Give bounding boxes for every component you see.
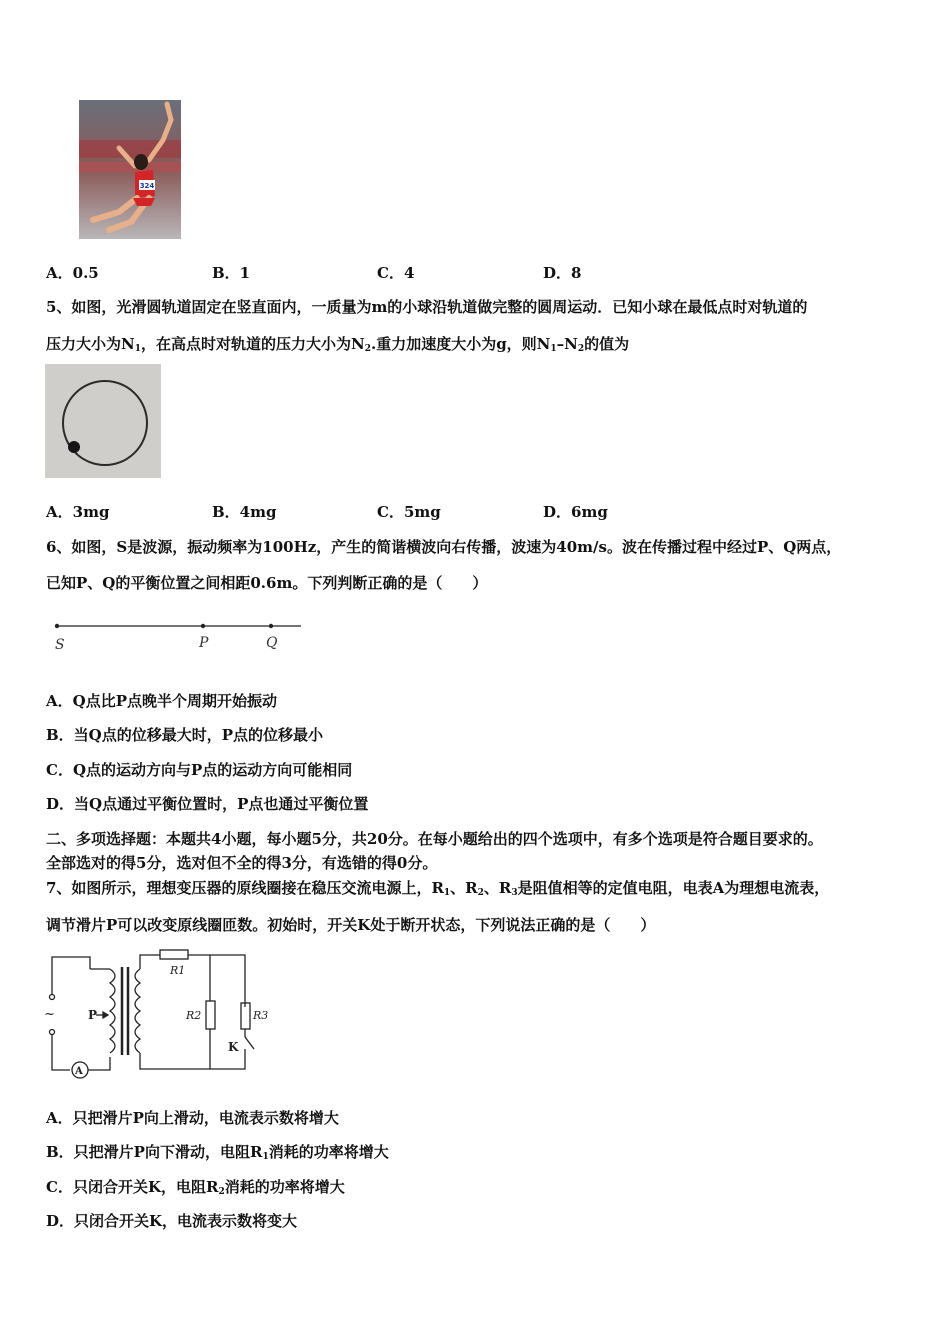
q6-option-d: D．当Q点通过平衡位置时，P点也通过平衡位置: [46, 795, 369, 813]
small-ball: [68, 441, 80, 453]
q7-stem-line1: 7、如图所示，理想变压器的原线圈接在稳压交流电源上，$R_1$、$R_2$、$R_3$是阻值相等的定值电阻，电表A为理想电流表，: [46, 879, 830, 898]
q6-option-c: C．Q点的运动方向与P点的运动方向可能相同: [46, 761, 353, 779]
q4-option-d: D．8: [543, 264, 582, 282]
primary-coil: [110, 969, 115, 1053]
q6-option-b: B．当Q点的位移最大时，P点的位移最小: [46, 726, 324, 744]
resistor-r1: [160, 950, 188, 959]
q6-stem-line2: 已知P、Q的平衡位置之间相距0.6m。下列判断正确的是（ ）: [46, 574, 488, 592]
bib-number: 324: [139, 182, 155, 190]
q6-stem-line1: 6、如图，S是波源，振动频率为100Hz，产生的简谐横波向右传播，波速为40m/s。波在传播过程中经过P、Q两点，: [46, 538, 842, 556]
label-r1: R1: [170, 964, 186, 977]
ac-source-symbol: ~: [44, 1007, 55, 1022]
q5-option-d: D．6mg: [543, 503, 608, 521]
q5-stem-line2: 压力大小为$N_1$，在高点时对轨道的压力大小为$N_2$.重力加速度大小为g，则$N_1-N_2$的值为: [46, 335, 630, 354]
switch-k: [245, 1037, 254, 1049]
transformer-circuit-figure: [40, 945, 280, 1080]
label-switch-k: K: [228, 1040, 239, 1054]
q4-option-c: C．4: [377, 264, 415, 282]
resistor-r2: [206, 1001, 215, 1029]
q4-option-a: A．0.5: [46, 264, 99, 282]
q5-option-a: A．3mg: [46, 503, 110, 521]
q7-option-b: B．只把滑片P向下滑动，电阻$R_1$消耗的功率将增大: [46, 1143, 389, 1162]
secondary-coil: [135, 969, 140, 1053]
label-ammeter-a: A: [75, 1066, 83, 1077]
section2-heading-line2: 全部选对的得5分，选对但不全的得3分，有选错的得0分。: [46, 854, 438, 872]
q5-option-c: C．5mg: [377, 503, 441, 521]
q5-stem-line1: 5、如图，光滑圆轨道固定在竖直面内，一质量为m的小球沿轨道做完整的圆周运动．已知小球在最低点时对轨道的: [46, 298, 808, 316]
label-q: Q: [266, 635, 278, 651]
label-p: P: [199, 635, 209, 651]
circular-track-figure: [45, 364, 161, 478]
label-r3: R3: [253, 1009, 269, 1022]
point-s: [55, 624, 59, 628]
section2-heading-line1: 二、多项选择题：本题共4小题，每小题5分，共20分。在每小题给出的四个选项中，有多个选项是符合题目要求的。: [46, 830, 823, 848]
label-slider-p: P: [88, 1008, 98, 1022]
label-r2: R2: [186, 1009, 202, 1022]
q7-option-a: A．只把滑片P向上滑动，电流表示数将增大: [46, 1109, 339, 1127]
wave-line-figure: [45, 615, 305, 657]
q7-stem-line2: 调节滑片P可以改变原线圈匝数。初始时，开关K处于断开状态，下列说法正确的是（ ）: [46, 916, 656, 934]
q5-option-b: B．4mg: [212, 503, 277, 521]
long-jumper-photo: [79, 100, 181, 239]
q6-option-a: A．Q点比P点晚半个周期开始振动: [46, 692, 277, 710]
label-s: S: [55, 637, 65, 653]
point-q: [269, 624, 273, 628]
q4-option-b: B．1: [212, 264, 251, 282]
q7-option-d: D．只闭合开关K，电流表示数将变大: [46, 1212, 298, 1230]
point-p: [201, 624, 205, 628]
q7-option-c: C．只闭合开关K，电阻$R_2$消耗的功率将增大: [46, 1178, 345, 1197]
